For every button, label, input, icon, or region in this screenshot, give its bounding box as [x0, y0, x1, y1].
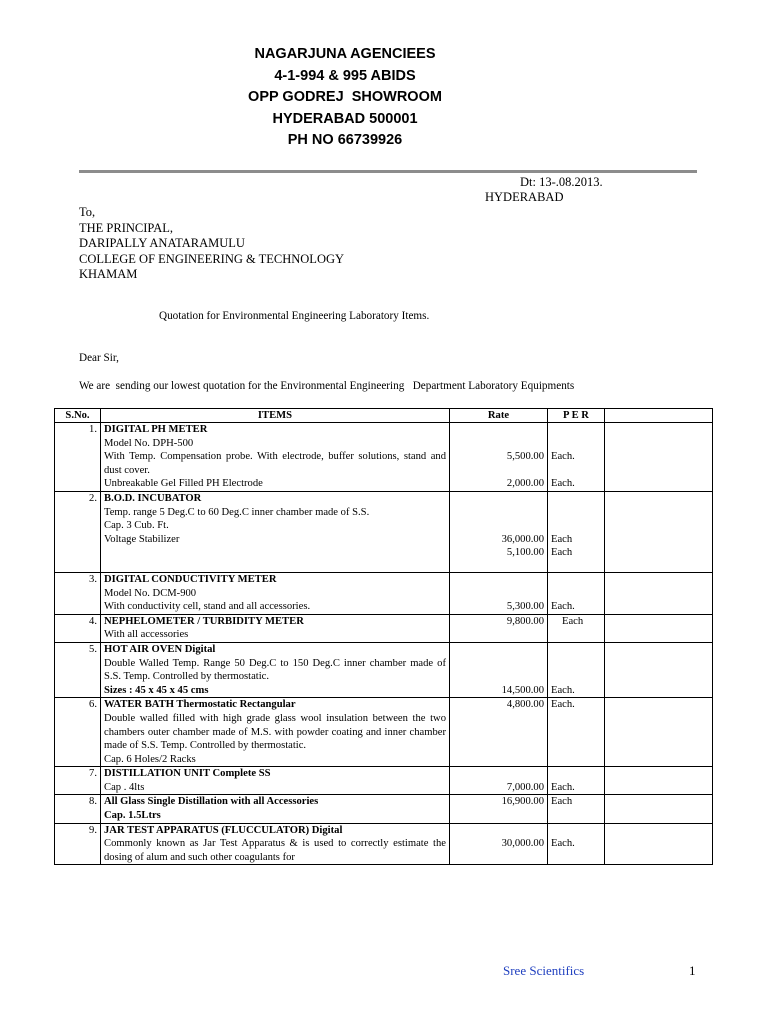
- header-divider: [79, 170, 697, 173]
- rate-value: 16,900.00: [501, 796, 544, 808]
- row-rate: [450, 795, 548, 823]
- row-sno: 6.: [55, 698, 101, 767]
- row-per: [548, 572, 605, 614]
- row-item: [101, 491, 450, 572]
- table-row: [55, 698, 713, 767]
- item-title: DIGITAL CONDUCTIVITY METER: [104, 573, 277, 585]
- rate-value: 9,800.00: [506, 615, 544, 627]
- date-line: Dt: 13-.08.2013.: [520, 175, 603, 189]
- place-line: HYDERABAD: [485, 190, 564, 204]
- row-blank: [605, 698, 713, 767]
- rate-value: 36,000.00: [501, 533, 544, 545]
- rate-value: 30,000.00: [501, 838, 544, 850]
- per-value: Each.: [551, 478, 575, 490]
- company-name: NAGARJUNA AGENCIEES: [254, 46, 436, 62]
- table-row: [55, 491, 713, 572]
- footer-company: Sree Scientifics: [503, 963, 585, 978]
- table-row: [55, 614, 713, 642]
- table-header-row: [55, 409, 713, 423]
- recipient-institution: COLLEGE OF ENGINEERING & TECHNOLOGY: [79, 251, 345, 266]
- row-rate: [450, 614, 548, 642]
- per-value: Each: [551, 547, 573, 559]
- row-sno: 4.: [55, 614, 101, 642]
- row-per: [548, 423, 605, 492]
- item-detail: Cap. 6 Holes/2 Racks: [104, 753, 196, 765]
- per-value: Each.: [551, 451, 575, 463]
- header-sno: S.No.: [55, 409, 101, 423]
- page-number: 1: [689, 963, 696, 978]
- item-title: DIGITAL PH METER: [104, 424, 208, 435]
- item-detail: Temp. range 5 Deg.C to 60 Deg.C inner chamber made of S.S.: [104, 506, 370, 518]
- recipient-title: THE PRINCIPAL,: [79, 220, 173, 235]
- per-value: Each: [562, 615, 584, 627]
- header-items: ITEMS: [101, 409, 450, 423]
- quotation-table: [54, 408, 713, 865]
- row-sno: 8.: [55, 795, 101, 823]
- letterhead: [0, 44, 690, 152]
- row-item: [101, 767, 450, 795]
- row-blank: [605, 795, 713, 823]
- intro-paragraph: We are sending our lowest quotation for the Environmental Engineering Department Laboratory Equipments: [79, 380, 575, 392]
- item-title: JAR TEST APPARATUS (FLUCCULATOR) Digital: [104, 824, 343, 836]
- row-per: [548, 491, 605, 572]
- item-detail: Cap. 3 Cub. Ft.: [104, 520, 169, 532]
- table-row: [55, 767, 713, 795]
- table-row: [55, 572, 713, 614]
- row-per: [548, 698, 605, 767]
- row-rate: [450, 491, 548, 572]
- header-per: P E R: [548, 409, 605, 423]
- row-rate: [450, 572, 548, 614]
- row-item: [101, 614, 450, 642]
- row-sno: 9.: [55, 823, 101, 865]
- per-value: Each.: [551, 699, 575, 711]
- table-row: [55, 423, 713, 492]
- recipient-to: To,: [79, 205, 96, 219]
- row-per: [548, 795, 605, 823]
- row-blank: [605, 423, 713, 492]
- rate-value: 5,100.00: [506, 547, 544, 559]
- table-row: [55, 795, 713, 823]
- header-rate: Rate: [450, 409, 548, 423]
- per-value: Each.: [551, 781, 575, 793]
- item-detail: Cap . 4lts: [104, 781, 145, 793]
- item-detail: With Temp. Compensation probe. With electrode, buffer solutions, stand and dust cover.: [104, 451, 446, 476]
- item-title: HOT AIR OVEN Digital: [104, 643, 216, 655]
- item-capacity: Cap. 1.5Ltrs: [104, 810, 161, 822]
- rate-value: 5,500.00: [506, 451, 544, 463]
- item-detail: Model No. DCM-900: [104, 587, 197, 599]
- row-rate: [450, 698, 548, 767]
- header-blank: [605, 409, 713, 423]
- row-sno: 5.: [55, 642, 101, 697]
- item-detail: Commonly known as Jar Test Apparatus & is used to correctly estimate the dosing of alum and such other coagulants for: [104, 838, 446, 863]
- rate-value: 14,500.00: [501, 684, 544, 696]
- rate-value: 5,300.00: [506, 601, 544, 613]
- row-rate: [450, 767, 548, 795]
- row-per: [548, 767, 605, 795]
- row-item: [101, 423, 450, 492]
- recipient-address: [79, 205, 344, 283]
- item-size: Sizes : 45 x 45 x 45 cms: [104, 684, 209, 696]
- row-blank: [605, 572, 713, 614]
- rate-value: 4,800.00: [506, 699, 544, 711]
- item-title: DISTILLATION UNIT Complete SS: [104, 768, 271, 780]
- address-line-2: OPP GODREJ SHOWROOM: [248, 89, 442, 105]
- row-item: [101, 698, 450, 767]
- row-item: [101, 795, 450, 823]
- table-row: [55, 823, 713, 865]
- row-rate: [450, 423, 548, 492]
- item-detail: Voltage Stabilizer: [104, 533, 180, 545]
- row-sno: 7.: [55, 767, 101, 795]
- row-sno: 1.: [55, 423, 101, 492]
- address-city: HYDERABAD 500001: [272, 110, 418, 127]
- row-sno: 2.: [55, 491, 101, 572]
- item-detail: Unbreakable Gel Filled PH Electrode: [104, 478, 263, 490]
- row-blank: [605, 642, 713, 697]
- salutation: Dear Sir,: [79, 352, 119, 364]
- item-detail: Model No. DPH-500: [104, 437, 194, 449]
- item-title: WATER BATH Thermostatic Rectangular: [104, 699, 296, 711]
- item-detail: Double Walled Temp. Range 50 Deg.C to 150 Deg.C inner chamber made of S.S. Temp. Controlled by thermostatic.: [104, 657, 446, 683]
- row-rate: [450, 642, 548, 697]
- row-per: [548, 614, 605, 642]
- rate-value: 2,000.00: [506, 478, 544, 490]
- recipient-city: KHAMAM: [79, 267, 138, 282]
- item-title: All Glass Single Distillation with all Accessories: [104, 796, 319, 808]
- item-title: NEPHELOMETER / TURBIDITY METER: [104, 615, 304, 627]
- row-blank: [605, 491, 713, 572]
- row-sno: 3.: [55, 572, 101, 614]
- row-rate: [450, 823, 548, 865]
- row-per: [548, 823, 605, 865]
- row-blank: [605, 767, 713, 795]
- row-item: [101, 572, 450, 614]
- item-detail: With all accessories: [104, 629, 189, 641]
- rate-value: 7,000.00: [506, 781, 544, 793]
- row-per: [548, 642, 605, 697]
- per-value: Each: [551, 533, 573, 545]
- subject-line: Quotation for Environmental Engineering Laboratory Items.: [159, 310, 430, 322]
- per-value: Each: [551, 796, 573, 808]
- table-row: [55, 642, 713, 697]
- per-value: Each.: [551, 684, 575, 696]
- item-detail: Double walled filled with high grade glass wool insulation between the two chambers outer chamber made of M.S. with powder coating and inner chamber made of S.S. Temp. Controlled by thermostatic.: [104, 712, 446, 752]
- per-value: Each.: [551, 838, 575, 850]
- row-item: [101, 823, 450, 865]
- per-value: Each.: [551, 601, 575, 613]
- phone-number: PH NO 66739926: [287, 132, 403, 148]
- item-title: B.O.D. INCUBATOR: [104, 492, 202, 504]
- recipient-name: DARIPALLY ANATARAMULU: [79, 236, 245, 251]
- row-item: [101, 642, 450, 697]
- row-blank: [605, 614, 713, 642]
- row-blank: [605, 823, 713, 865]
- item-detail: With conductivity cell, stand and all accessories.: [104, 601, 311, 613]
- address-line-1: 4-1-994 & 995 ABIDS: [274, 67, 416, 84]
